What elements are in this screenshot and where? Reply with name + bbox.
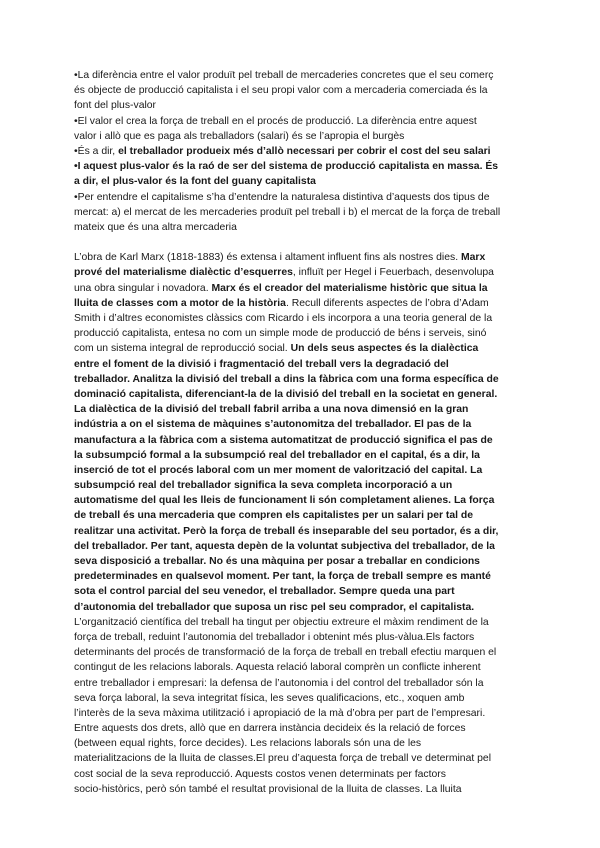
text-run: com un sistema integral de reproducció social. xyxy=(74,343,291,355)
bold-text-run: treballador. Analitza la divisió del treball a dins la fàbrica com una forma específica de xyxy=(74,373,499,385)
text-run: mateix que és una altra mercaderia xyxy=(74,221,237,233)
body-line xyxy=(74,387,534,402)
body-line xyxy=(74,311,534,326)
text-run: font del plus-valor xyxy=(74,100,157,112)
text-run: és objecte de producció capitalista i el seu propi valor com a mercaderia comerciada és la xyxy=(74,85,488,97)
body-line xyxy=(74,524,534,539)
body-line xyxy=(74,691,534,706)
bullet-item xyxy=(74,144,534,159)
bold-text-run: dominació capitalista, diferenciant-la de la divisió del treball en la societat en general. xyxy=(74,388,498,400)
body-line xyxy=(74,721,534,736)
body-line xyxy=(74,600,534,615)
body-line xyxy=(74,463,534,478)
text-run: determinants del procés de transformació de la força de treball en treball efectiu marquen el xyxy=(74,647,497,659)
bold-text-run: Marx és el creador del materialisme històric que situa la xyxy=(211,282,488,294)
bold-text-run: prové del materialisme dialèctic d’esquerres xyxy=(74,267,293,279)
bold-text-run: La dialèctica de la divisió del treball fabril arriba a una nova dimensió en la gran xyxy=(74,404,469,416)
bold-text-run: el treballador produeix més d’allò necessari per cobrir el cost del seu salari xyxy=(118,145,491,157)
bold-text-run: de treball és una mercaderia que compren els capitalistes per un salari per tal de xyxy=(74,510,474,522)
body-line xyxy=(74,630,534,645)
text-run: seva força laboral, la seva integritat física, les seves qualificacions, etc., xoquen amb xyxy=(74,692,465,704)
text-run: contingut de les relacions laborals. Aquesta relació laboral comprèn un conflicte inherent xyxy=(74,662,481,674)
body-line xyxy=(74,767,534,782)
body-line xyxy=(74,281,534,296)
text-run: força de treball, reduint l’autonomia del treballador i obtenint més plus-vàlua.Els factors xyxy=(74,631,475,643)
text-run: cost social de la seva reproducció. Aquests costos venen determinats per factors xyxy=(74,768,446,780)
bullet-line xyxy=(74,220,534,235)
text-run: Entre aquests dos drets, allò que en darrera instància decideix és la relació de forces xyxy=(74,723,466,735)
bold-text-run: Un dels seus aspectes és la dialèctica xyxy=(290,343,479,355)
body-line xyxy=(74,508,534,523)
bold-text-run: a dir, el plus-valor és la font del guany capitalista xyxy=(74,176,316,188)
bullet-list xyxy=(74,68,534,235)
body-line xyxy=(74,751,534,766)
body-line xyxy=(74,493,534,508)
text-run: Smith i d’altres economistes clàssics com Ricardo i els incorpora a una teoria general de la xyxy=(74,313,493,324)
body-line xyxy=(74,448,534,463)
text-run: l’interès de la seva màxima utilització i apropiació de la mà d’obra per part de l’empresari. xyxy=(74,707,486,719)
document-page xyxy=(74,68,534,797)
bold-text-run: indústria a on el sistema de màquines s’autonomitza del treballador. El pas de la xyxy=(74,419,472,431)
body-line xyxy=(74,539,534,554)
body-line xyxy=(74,736,534,751)
body-line xyxy=(74,782,534,797)
bold-text-run: del treballador. Per tant, aquesta depèn de la voluntat subjectiva del treballador, de la xyxy=(74,540,495,552)
body-line xyxy=(74,402,534,417)
text-run: socio-històrics, però són també el resultat provisional de la lluita de classes. La lluita xyxy=(74,783,462,795)
bullet-line xyxy=(74,190,534,205)
body-line xyxy=(74,250,534,265)
body-line xyxy=(74,615,534,630)
text-run: •La diferència entre el valor produït pel treball de mercaderies concretes que el seu comerç xyxy=(74,70,494,81)
bold-text-run: la subsumpció formal a la subsumpció real del treballador en el capital, és a dir, la xyxy=(74,449,480,461)
bold-text-run: subsumpció real del treballador significa la seva completa incorporació a un xyxy=(74,480,453,492)
text-run: una obra singular i novadora. xyxy=(74,282,212,294)
body-line xyxy=(74,341,534,356)
text-run: entre treballador i empresari: la defensa de l’autonomia i del control del treballador són la xyxy=(74,677,484,689)
body-line xyxy=(74,645,534,660)
body-paragraph xyxy=(74,250,534,797)
bold-text-run: manufactura a la fàbrica com a sistema automatitzat de producció significa el pas de xyxy=(74,434,493,446)
text-run: L’organització científica del treball ha tingut per objectiu extreure el màxim rendiment de la xyxy=(74,616,489,628)
body-line xyxy=(74,433,534,448)
bullet-line xyxy=(74,144,534,159)
bullet-line xyxy=(74,129,534,144)
bullet-line xyxy=(74,114,534,129)
text-run: materialitzacions de la lluita de classes.El preu d’aquesta força de treball ve determinat pel xyxy=(74,753,492,765)
bullet-item xyxy=(74,159,534,189)
bold-text-run: realitzar una activitat. Però la força de treball és inseparable del seu portador, és a dir, xyxy=(74,525,499,537)
body-line xyxy=(74,676,534,691)
body-line xyxy=(74,554,534,569)
text-run: producció capitalista, entesa no com un simple mode de producció de béns i serveis, sinó xyxy=(74,328,487,340)
text-run: (between equal rights, force decides). Les relacions laborals són una de les xyxy=(74,738,422,750)
bold-text-run: d’autonomia del treballador que suposa un risc pel seu comprador, el capitalista. xyxy=(74,601,475,613)
bold-text-run: inserció de tot el procés laboral com un mer moment de valorització del capital. La xyxy=(74,464,483,476)
body-line xyxy=(74,357,534,372)
text-run: •El valor el crea la força de treball en el procés de producció. La diferència entre aquest xyxy=(74,115,477,127)
bullet-item xyxy=(74,114,534,144)
text-run: valor i allò que es paga als treballadors (salari) és se l’apropia el burgès xyxy=(74,130,405,142)
body-line xyxy=(74,265,534,280)
bold-text-run: entre el foment de la divisió i fragmentació del treball vers la degradació del xyxy=(74,358,449,370)
bullet-line xyxy=(74,98,534,113)
bold-text-run: •I aquest plus-valor és la raó de ser del sistema de producció capitalista en massa. És xyxy=(74,161,499,173)
bullet-line xyxy=(74,68,534,83)
body-line xyxy=(74,584,534,599)
text-run: . Recull diferents aspectes de l’obra d’Adam xyxy=(285,297,489,309)
bold-text-run: seva disposició a treballar. No és una màquina per posar a treballar en condicions xyxy=(74,556,480,567)
body-line xyxy=(74,417,534,432)
text-run: , influït per Hegel i Feuerbach, desenvolupa xyxy=(292,267,494,279)
bullet-item xyxy=(74,190,534,236)
bold-text-run: sota el control parcial del seu venedor, el treballador. Sempre queda una part xyxy=(74,586,455,598)
bullet-line xyxy=(74,205,534,220)
bold-text-run: lluita de classes com a motor de la història xyxy=(74,297,286,309)
body-line xyxy=(74,660,534,675)
body-line xyxy=(74,478,534,493)
body-line xyxy=(74,326,534,341)
bold-text-run: predeterminades en qualsevol moment. Per tant, la força de treball sempre es manté xyxy=(74,571,491,583)
text-run: •Per entendre el capitalisme s’ha d’entendre la naturalesa distintiva d’aquests dos tipus de xyxy=(74,191,490,203)
body-line xyxy=(74,372,534,387)
paragraph-gap xyxy=(74,235,534,250)
body-line xyxy=(74,569,534,584)
bold-text-run: automatisme del qual les lleis de funcionament li són completament alienes. La força xyxy=(74,495,495,507)
body-line xyxy=(74,706,534,721)
bullet-line xyxy=(74,174,534,189)
bullet-item xyxy=(74,68,534,114)
bullet-line xyxy=(74,159,534,174)
text-run: mercat: a) el mercat de les mercaderies produït pel treball i b) el mercat de la força de treball xyxy=(74,206,501,218)
bold-text-run: Marx xyxy=(460,252,486,264)
text-run: •És a dir, xyxy=(74,145,119,157)
body-line xyxy=(74,296,534,311)
text-run: L’obra de Karl Marx (1818-1883) és extensa i altament influent fins als nostres dies. xyxy=(74,252,461,264)
bullet-line xyxy=(74,83,534,98)
